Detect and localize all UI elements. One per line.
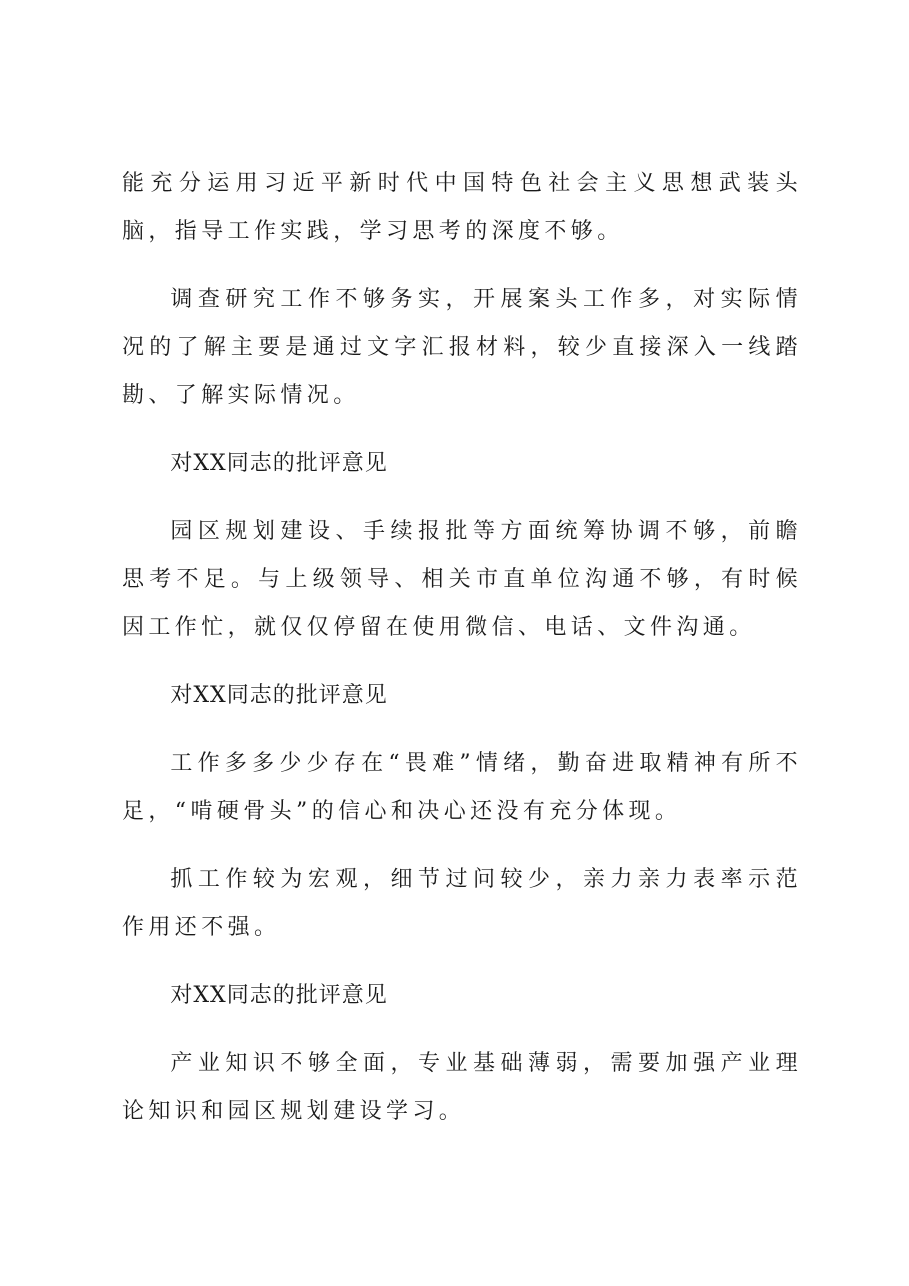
paragraph-study-depth: 能充分运用习近平新时代中国特色社会主义思想武装头脑，指导工作实践，学习思考的深度不够。: [122, 171, 802, 244]
paragraph-macro-management: 抓工作较为宏观，细节过问较少，亲力亲力表率示范作用还不强。: [122, 867, 802, 940]
section-heading-criticism-3: 对XX同志的批评意见: [170, 983, 388, 1008]
paragraph-fear-of-difficulty: 工作多多少少存在“畏难”情绪，勤奋进取精神有所不足，“啃硬骨头”的信心和决心还没有充分体现。: [122, 751, 802, 824]
section-heading-criticism-2: 对XX同志的批评意见: [170, 683, 388, 708]
paragraph-research-work: 调查研究工作不够务实，开展案头工作多，对实际情况的了解主要是通过文字汇报材料，较少直接深入一线踏勘、了解实际情况。: [122, 287, 802, 408]
section-heading-criticism-1: 对XX同志的批评意见: [170, 451, 388, 476]
paragraph-industry-knowledge: 产业知识不够全面，专业基础薄弱，需要加强产业理论知识和园区规划建设学习。: [122, 1051, 802, 1124]
document-body: [122, 160, 802, 1156]
paragraph-park-planning: 园区规划建设、手续报批等方面统筹协调不够，前瞻思考不足。与上级领导、相关市直单位沟通不够，有时候因工作忙，就仅仅停留在使用微信、电话、文件沟通。: [122, 519, 802, 640]
